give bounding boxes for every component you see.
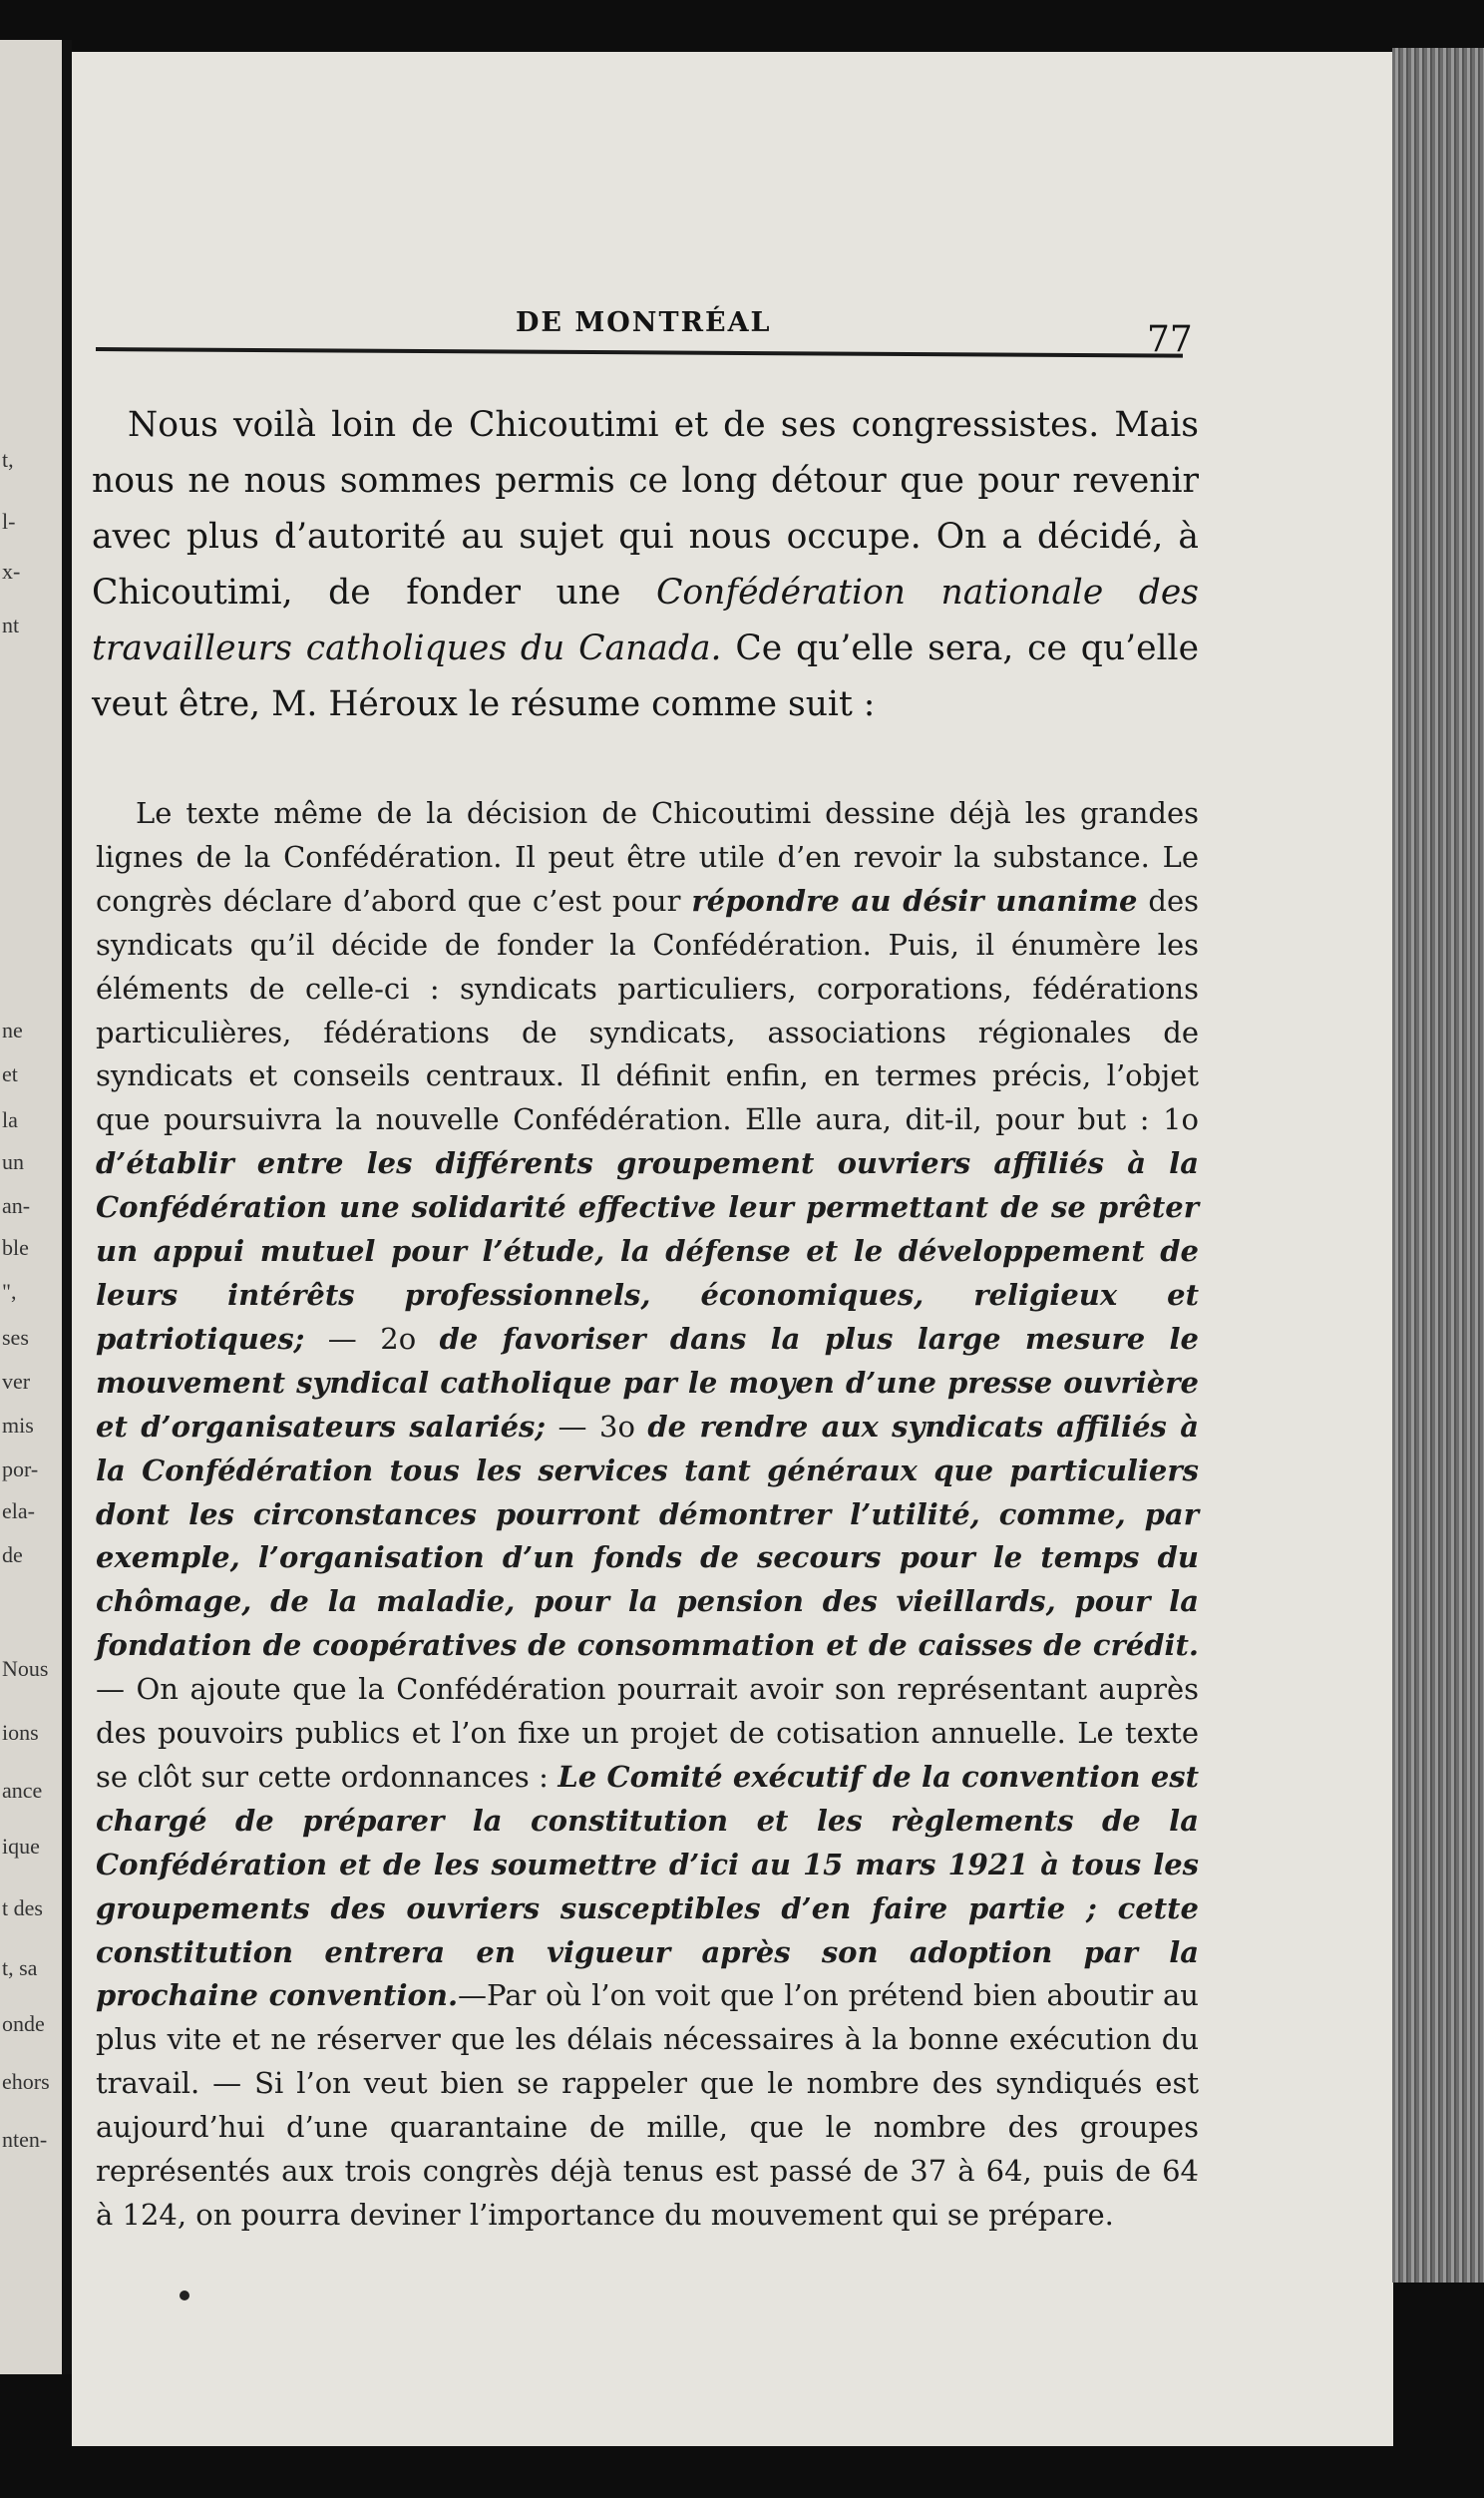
facing-page-fragment: et	[2, 1061, 18, 1086]
facing-page-fragment: ehors	[2, 2069, 50, 2094]
facing-page-fragment: an-	[2, 1193, 31, 1218]
text-run: d’établir entre les différents groupement ouvriers affiliés à la Confédération une solidarité effective leur permettant de se prêter un appui mutuel pour l’étude, la défense et le développement de leurs intérêts professionnels, économiques, religieux et patriotiques;	[96, 1146, 1199, 1356]
facing-page-fragment: ne	[2, 1018, 23, 1042]
facing-page-fragment: ble	[2, 1235, 29, 1260]
facing-page-fragment: x-	[2, 559, 21, 584]
text-run: répondre au désir unanime	[691, 883, 1138, 918]
facing-page-fragment: mis	[2, 1413, 34, 1438]
book-page	[72, 52, 1393, 2446]
header-rule	[96, 347, 1183, 358]
quoted-paragraph	[96, 792, 1199, 2238]
facing-page-fragment: ique	[2, 1834, 40, 1859]
facing-page-fragment: un	[2, 1149, 24, 1174]
facing-page-fragment: ses	[2, 1325, 29, 1350]
facing-page-fragment: l-	[2, 509, 16, 534]
page-stack-edge	[1392, 48, 1484, 2283]
facing-page-edge	[0, 40, 62, 2374]
text-run: Ce qu’elle sera, ce qu’elle veut être, M. Héroux le résume comme suit :	[92, 628, 1199, 724]
facing-page-fragment: ance	[2, 1778, 43, 1803]
facing-page-fragment: Nous	[2, 1656, 49, 1681]
running-head-title: DE MONTRÉAL	[516, 307, 772, 338]
body-paragraph	[92, 397, 1199, 732]
running-head	[72, 249, 1193, 360]
text-run: Le Comité exécutif de la convention est chargé de préparer la constitution et les règlements de la Confédération et de les soumettre d’ici au 15 mars 1921 à tous les groupements des ouvriers susceptibles d’en faire partie ; cette constitution entrera en vigueur après son adoption par la prochaine convention.	[96, 1759, 1199, 2013]
book-gutter	[62, 40, 72, 2374]
text-run: de favoriser dans la plus large mesure le mouvement syndical catholique par le moyen d’une presse ouvrière et d’organisateurs salariés;	[96, 1321, 1199, 1444]
facing-page-fragment: por-	[2, 1457, 39, 1481]
facing-page-fragment: t,	[2, 447, 14, 472]
text-run: Le texte même de la décision de Chicoutimi dessine déjà les grandes lignes de la Confédération. Il peut être utile d’en revoir la substance. Le congrès déclare d’abord que c’est pour	[96, 796, 1199, 918]
text-run: des syndicats qu’il décide de fonder la Confédération. Puis, il énumère les éléments de celle-ci : syndicats particuliers, corporations, fédérations particulières, fédérations de syndicats, associations régionales de syndicats et conseils centraux. Il définit enfin, en termes précis, l’objet que poursuivra la nouvelle Confédération. Elle aura, dit-il, pour but : 1o	[96, 883, 1200, 1137]
facing-page-fragment: ",	[2, 1279, 17, 1304]
text-run: — On ajoute que la Confédération pourrait avoir son représentant auprès des pouvoirs publics et l’on fixe un projet de cotisation annuelle. Le texte se clôt sur cette ordonnances :	[96, 1672, 1199, 1794]
facing-page-fragment: t, sa	[2, 1955, 38, 1980]
ink-spot	[180, 2290, 189, 2300]
facing-page-fragment: t des	[2, 1895, 43, 1920]
facing-page-fragment: nt	[2, 613, 20, 637]
facing-page-fragment: ver	[2, 1369, 31, 1394]
text-run: de rendre aux syndicats affiliés à la Confédération tous les services tant généraux que particuliers dont les circonstances pourront démontrer l’utilité, comme, par exemple, l’organisation d’un fonds de secours pour le temps du chômage, de la maladie, pour la pension des vieillards, pour la fondation de coopératives de consommation et de caisses de crédit.	[96, 1409, 1199, 1663]
text-run: — 3o	[546, 1409, 648, 1444]
facing-page-fragment: de	[2, 1542, 23, 1567]
page-number: 77	[1147, 319, 1193, 360]
text-run: — 2o	[304, 1321, 440, 1356]
facing-page-fragment: ions	[2, 1720, 39, 1745]
facing-page-fragment: onde	[2, 2011, 45, 2036]
text-run: Confédération nationale des travailleurs catholiques du Canada.	[92, 573, 1200, 668]
facing-page-fragment: ela-	[2, 1498, 35, 1523]
facing-page-fragment: la	[2, 1107, 18, 1132]
facing-page-fragment: nten-	[2, 2127, 48, 2152]
text-run: Nous voilà loin de Chicoutimi et de ses congressistes. Mais nous ne nous sommes permis ce long détour que pour revenir avec plus d’autorité au sujet qui nous occupe. On a décidé, à Chicoutimi, de fonder une	[92, 405, 1199, 613]
text-run: —Par où l’on voit que l’on prétend bien aboutir au plus vite et ne réserver que les délais nécessaires à la bonne exécution du travail. — Si l’on veut bien se rappeler que le nombre des syndiqués est aujourd’hui d’une quarantaine de mille, que le nombre des groupes représentés aux trois congrès déjà tenus est passé de 37 à 64, puis de 64 à 124, on pourra deviner l’importance du mouvement qui se prépare.	[96, 1978, 1199, 2232]
